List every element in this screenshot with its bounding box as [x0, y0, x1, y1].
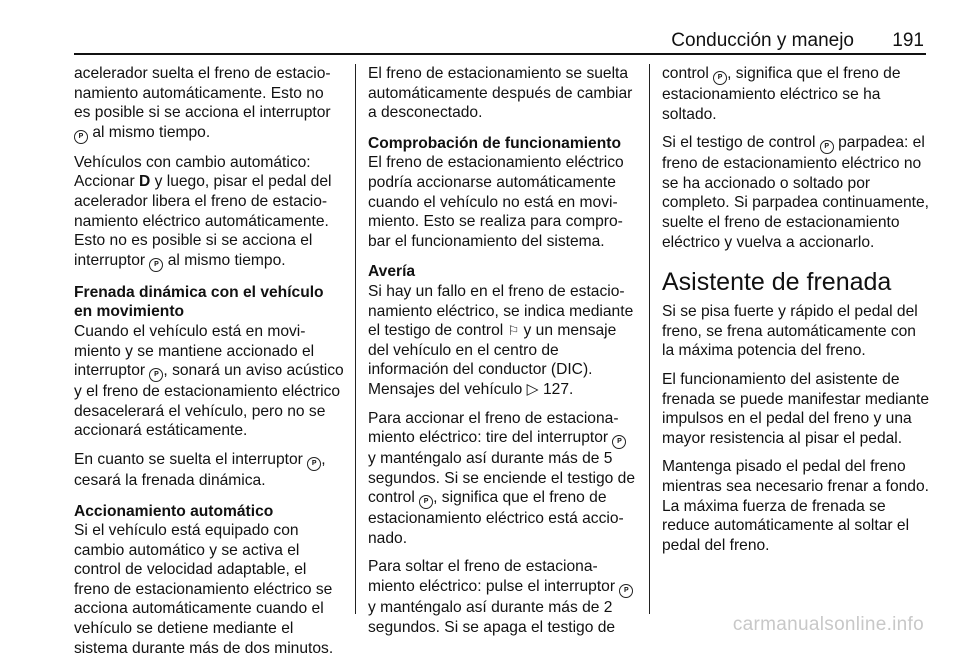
column-divider: [649, 64, 650, 614]
column-divider: [355, 64, 356, 614]
section-title: Conducción y manejo: [671, 30, 854, 51]
warning-icon: ⚐: [507, 323, 520, 339]
column-2: [368, 64, 638, 646]
parking-brake-icon: P: [149, 258, 163, 272]
paragraph: Si hay un fallo en el freno de estacionamiento eléctrico, se indica mediante el testigo de control ⚐ y un mensaje del vehículo en el centro de información del conductor (DIC). Mensajes del vehículo ▷ 127.: [368, 282, 634, 398]
header-rule: [74, 53, 926, 55]
paragraph: control P , significa que el freno de estacionamiento eléctrico se ha soltado.: [662, 65, 901, 123]
paragraph: El funcionamiento del asistente de frenada se puede manifestar mediante impulsos en el pedal del freno y una mayor resistencia al pisar el pedal.: [662, 370, 929, 447]
column-3: [662, 64, 932, 564]
section-heading: Asistente de frenada: [662, 268, 892, 297]
watermark: carmanualsonline.info: [732, 614, 924, 635]
paragraph: Mantenga pisado el pedal del freno mientras sea necesario frenar a fondo. La máxima fuerza de frenada se reduce automáticamente al soltar el pedal del freno.: [662, 458, 929, 554]
paragraph: Para accionar el freno de estacionamiento eléctrico: tire del interruptor P y manténgalo así durante más de 5 segundos. Si se enciende el testigo de control P , significa que el freno de estacionamiento eléctrico está accionado.: [368, 409, 636, 547]
parking-brake-icon: P: [74, 130, 88, 144]
parking-brake-icon: P: [713, 71, 727, 85]
paragraph: Si el vehículo está equipado con cambio automático y se activa el control de velocidad adaptable, el freno de estacionamiento eléctrico se acciona automáticamente cuando el vehículo se detiene mediante el sistema durante más de dos minutos.: [74, 522, 334, 657]
paragraph: Cuando el vehículo está en movimiento y se mantiene accionado el interruptor P , sonará un aviso acústico y el freno de estacionamiento eléctrico desacelerará el vehículo, pero no se accionará estáticamente.: [74, 322, 344, 440]
subheading: Accionamiento automático: [74, 502, 274, 520]
paragraph: acelerador suelta el freno de estacionamiento automáticamente. Esto no es posible si se acciona el interruptor P al mismo tiempo.: [74, 64, 344, 144]
page-ref-triangle-icon[interactable]: ▷: [526, 380, 539, 398]
paragraph: Para soltar el freno de estacionamiento eléctrico: pulse el interruptor P y manténgalo así durante más de 2 segundos. Si se apaga el testigo de: [368, 557, 638, 637]
subheading: Frenada dinámica con el vehículo en movimiento: [74, 283, 324, 321]
parking-brake-icon: P: [820, 140, 834, 154]
page-header: [0, 0, 960, 56]
paragraph: El freno de estacionamiento eléctrico podría accionarse automáticamente cuando el vehículo no está en movimiento. Esto se realiza para comprobar el funcionamiento del sistema.: [368, 154, 624, 250]
paragraph: Vehículos con cambio automático: Accionar D y luego, pisar el pedal del acelerador libera el freno de estacionamiento eléctrico automáticamente. Esto no es posible si se acciona el interruptor P al mismo tiempo.: [74, 153, 344, 272]
paragraph: En cuanto se suelta el interruptor P , cesará la frenada dinámica.: [74, 450, 326, 489]
subheading: Comprobación de funcionamiento: [368, 134, 621, 152]
parking-brake-icon: P: [149, 368, 163, 382]
subheading: Avería: [368, 263, 416, 281]
paragraph: El freno de estacionamiento se suelta automáticamente después de cambiar a desconectado.: [368, 65, 633, 122]
parking-brake-icon: P: [307, 457, 321, 471]
column-1: [74, 64, 344, 667]
parking-brake-icon: P: [612, 435, 626, 449]
parking-brake-icon: P: [419, 495, 433, 509]
page-number: 191: [892, 30, 924, 51]
paragraph: Si el testigo de control P parpadea: el freno de estacionamiento eléctrico no se ha accionado o soltado por completo. Si parpadea continuamente, suelte el freno de estacionamiento eléctrico y vuelva a accionarlo.: [662, 134, 929, 251]
paragraph: Si se pisa fuerte y rápido el pedal del freno, se frena automáticamente con la máxima potencia del freno.: [662, 303, 918, 360]
parking-brake-icon: P: [619, 584, 633, 598]
